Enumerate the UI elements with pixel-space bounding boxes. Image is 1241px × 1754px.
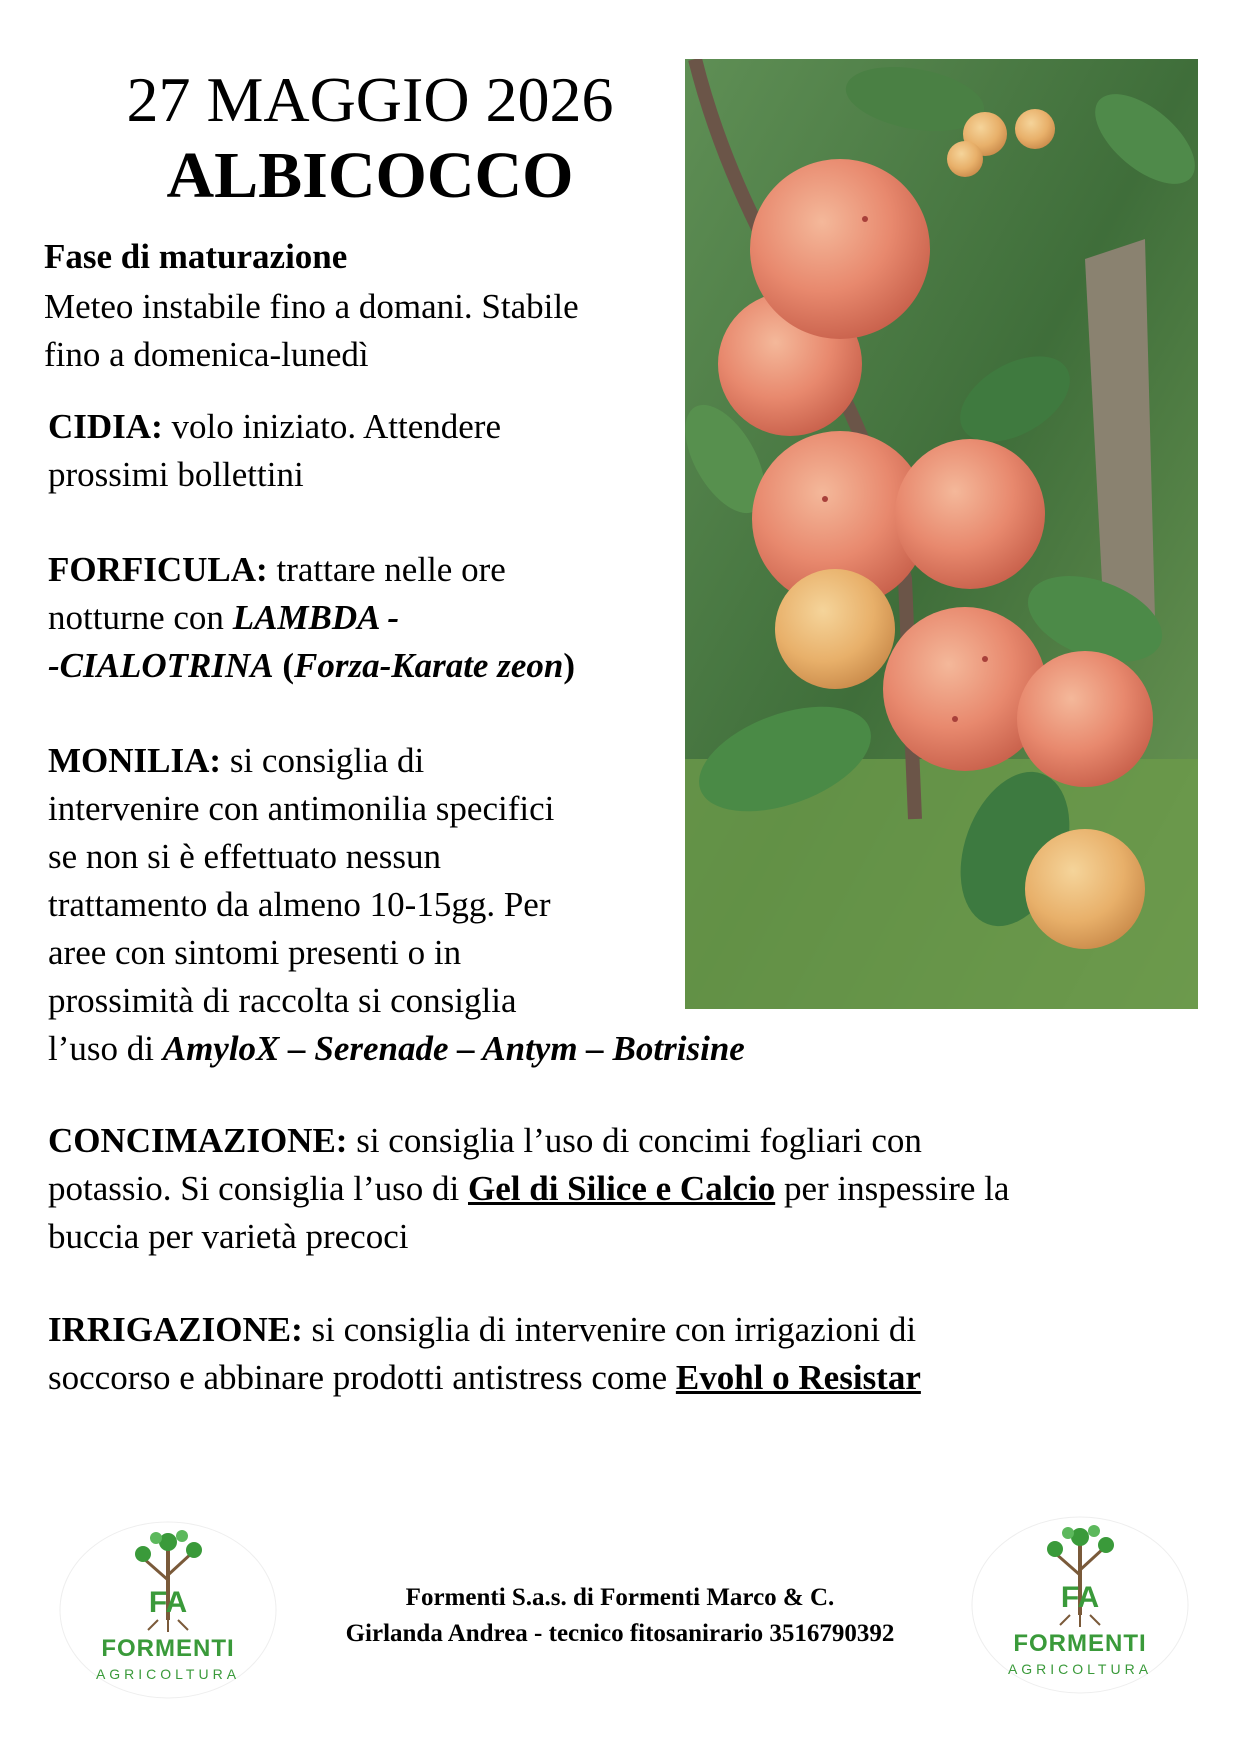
meteo-line: fino a domenica-lunedì	[44, 335, 369, 374]
meteo-line: Meteo instabile fino a domani. Stabile	[44, 287, 579, 326]
logo-monogram: FA	[148, 1586, 188, 1619]
section-text: per inspessire la	[775, 1169, 1010, 1208]
section-text: buccia per varietà precoci	[48, 1217, 409, 1256]
footer-contact	[280, 1580, 960, 1652]
meteo-text	[44, 283, 694, 379]
formenti-logo-right	[970, 1515, 1190, 1695]
section-text: potassio. Si consiglia l’uso di	[48, 1169, 468, 1208]
section-text: prossimi bollettini	[48, 455, 304, 494]
section-text: soccorso e abbinare prodotti antistress come	[48, 1358, 676, 1397]
product-link: Gel di Silice e Calcio	[468, 1169, 776, 1208]
section-forficula	[48, 546, 575, 690]
section-concimazione	[48, 1117, 1208, 1261]
section-cidia	[48, 403, 501, 499]
logo-monogram: FA	[1060, 1581, 1100, 1614]
brand-name: Forza-Karate zeon	[294, 646, 564, 685]
section-text: prossimità di raccolta si consiglia	[48, 981, 517, 1020]
section-text: notturne con	[48, 598, 233, 637]
phase-heading: Fase di maturazione	[44, 237, 348, 276]
section-text: si consiglia di	[221, 741, 425, 780]
product-name: LAMBDA -	[232, 598, 399, 637]
section-label: FORFICULA:	[48, 550, 268, 589]
crop-title: ALBICOCCO	[166, 139, 574, 212]
section-text: volo iniziato. Attendere	[162, 407, 501, 446]
section-text: trattamento da almeno 10-15gg. Per	[48, 885, 551, 924]
section-text: intervenire con antimonilia specifici	[48, 789, 555, 828]
logo-tagline: AGRICOLTURA	[95, 1666, 241, 1682]
section-monilia	[48, 737, 745, 1073]
formenti-logo-left	[58, 1520, 278, 1700]
section-text: si consiglia di intervenire con irrigazioni di	[302, 1310, 917, 1349]
footer-company: Formenti S.a.s. di Formenti Marco & C.	[405, 1584, 835, 1611]
logo-name: FORMENTI	[1013, 1630, 1147, 1657]
section-label: MONILIA:	[48, 741, 222, 780]
bulletin-date: 27 MAGGIO 2026	[126, 64, 614, 135]
apricot-photo	[685, 59, 1198, 1009]
product-list: AmyloX – Serenade – Antym – Botrisine	[162, 1029, 745, 1068]
product-name: -CIALOTRINA	[48, 646, 274, 685]
logo-tagline: AGRICOLTURA	[1007, 1661, 1153, 1677]
section-label: CIDIA:	[48, 407, 163, 446]
section-text: si consiglia l’uso di concimi fogliari con	[347, 1121, 922, 1160]
section-label: CONCIMAZIONE:	[48, 1121, 348, 1160]
section-text: aree con sintomi presenti o in	[48, 933, 462, 972]
paren: (	[273, 646, 294, 685]
footer-technician: Girlanda Andrea - tecnico fitosanirario 3516790392	[345, 1620, 895, 1647]
section-text: trattare nelle ore	[267, 550, 506, 589]
section-label: IRRIGAZIONE:	[48, 1310, 303, 1349]
section-text: l’uso di	[48, 1029, 163, 1068]
paren: )	[563, 646, 575, 685]
logo-name: FORMENTI	[101, 1635, 235, 1662]
section-irrigazione	[48, 1306, 1208, 1402]
product-link: Evohl o Resistar	[675, 1358, 921, 1397]
section-text: se non si è effettuato nessun	[48, 837, 442, 876]
